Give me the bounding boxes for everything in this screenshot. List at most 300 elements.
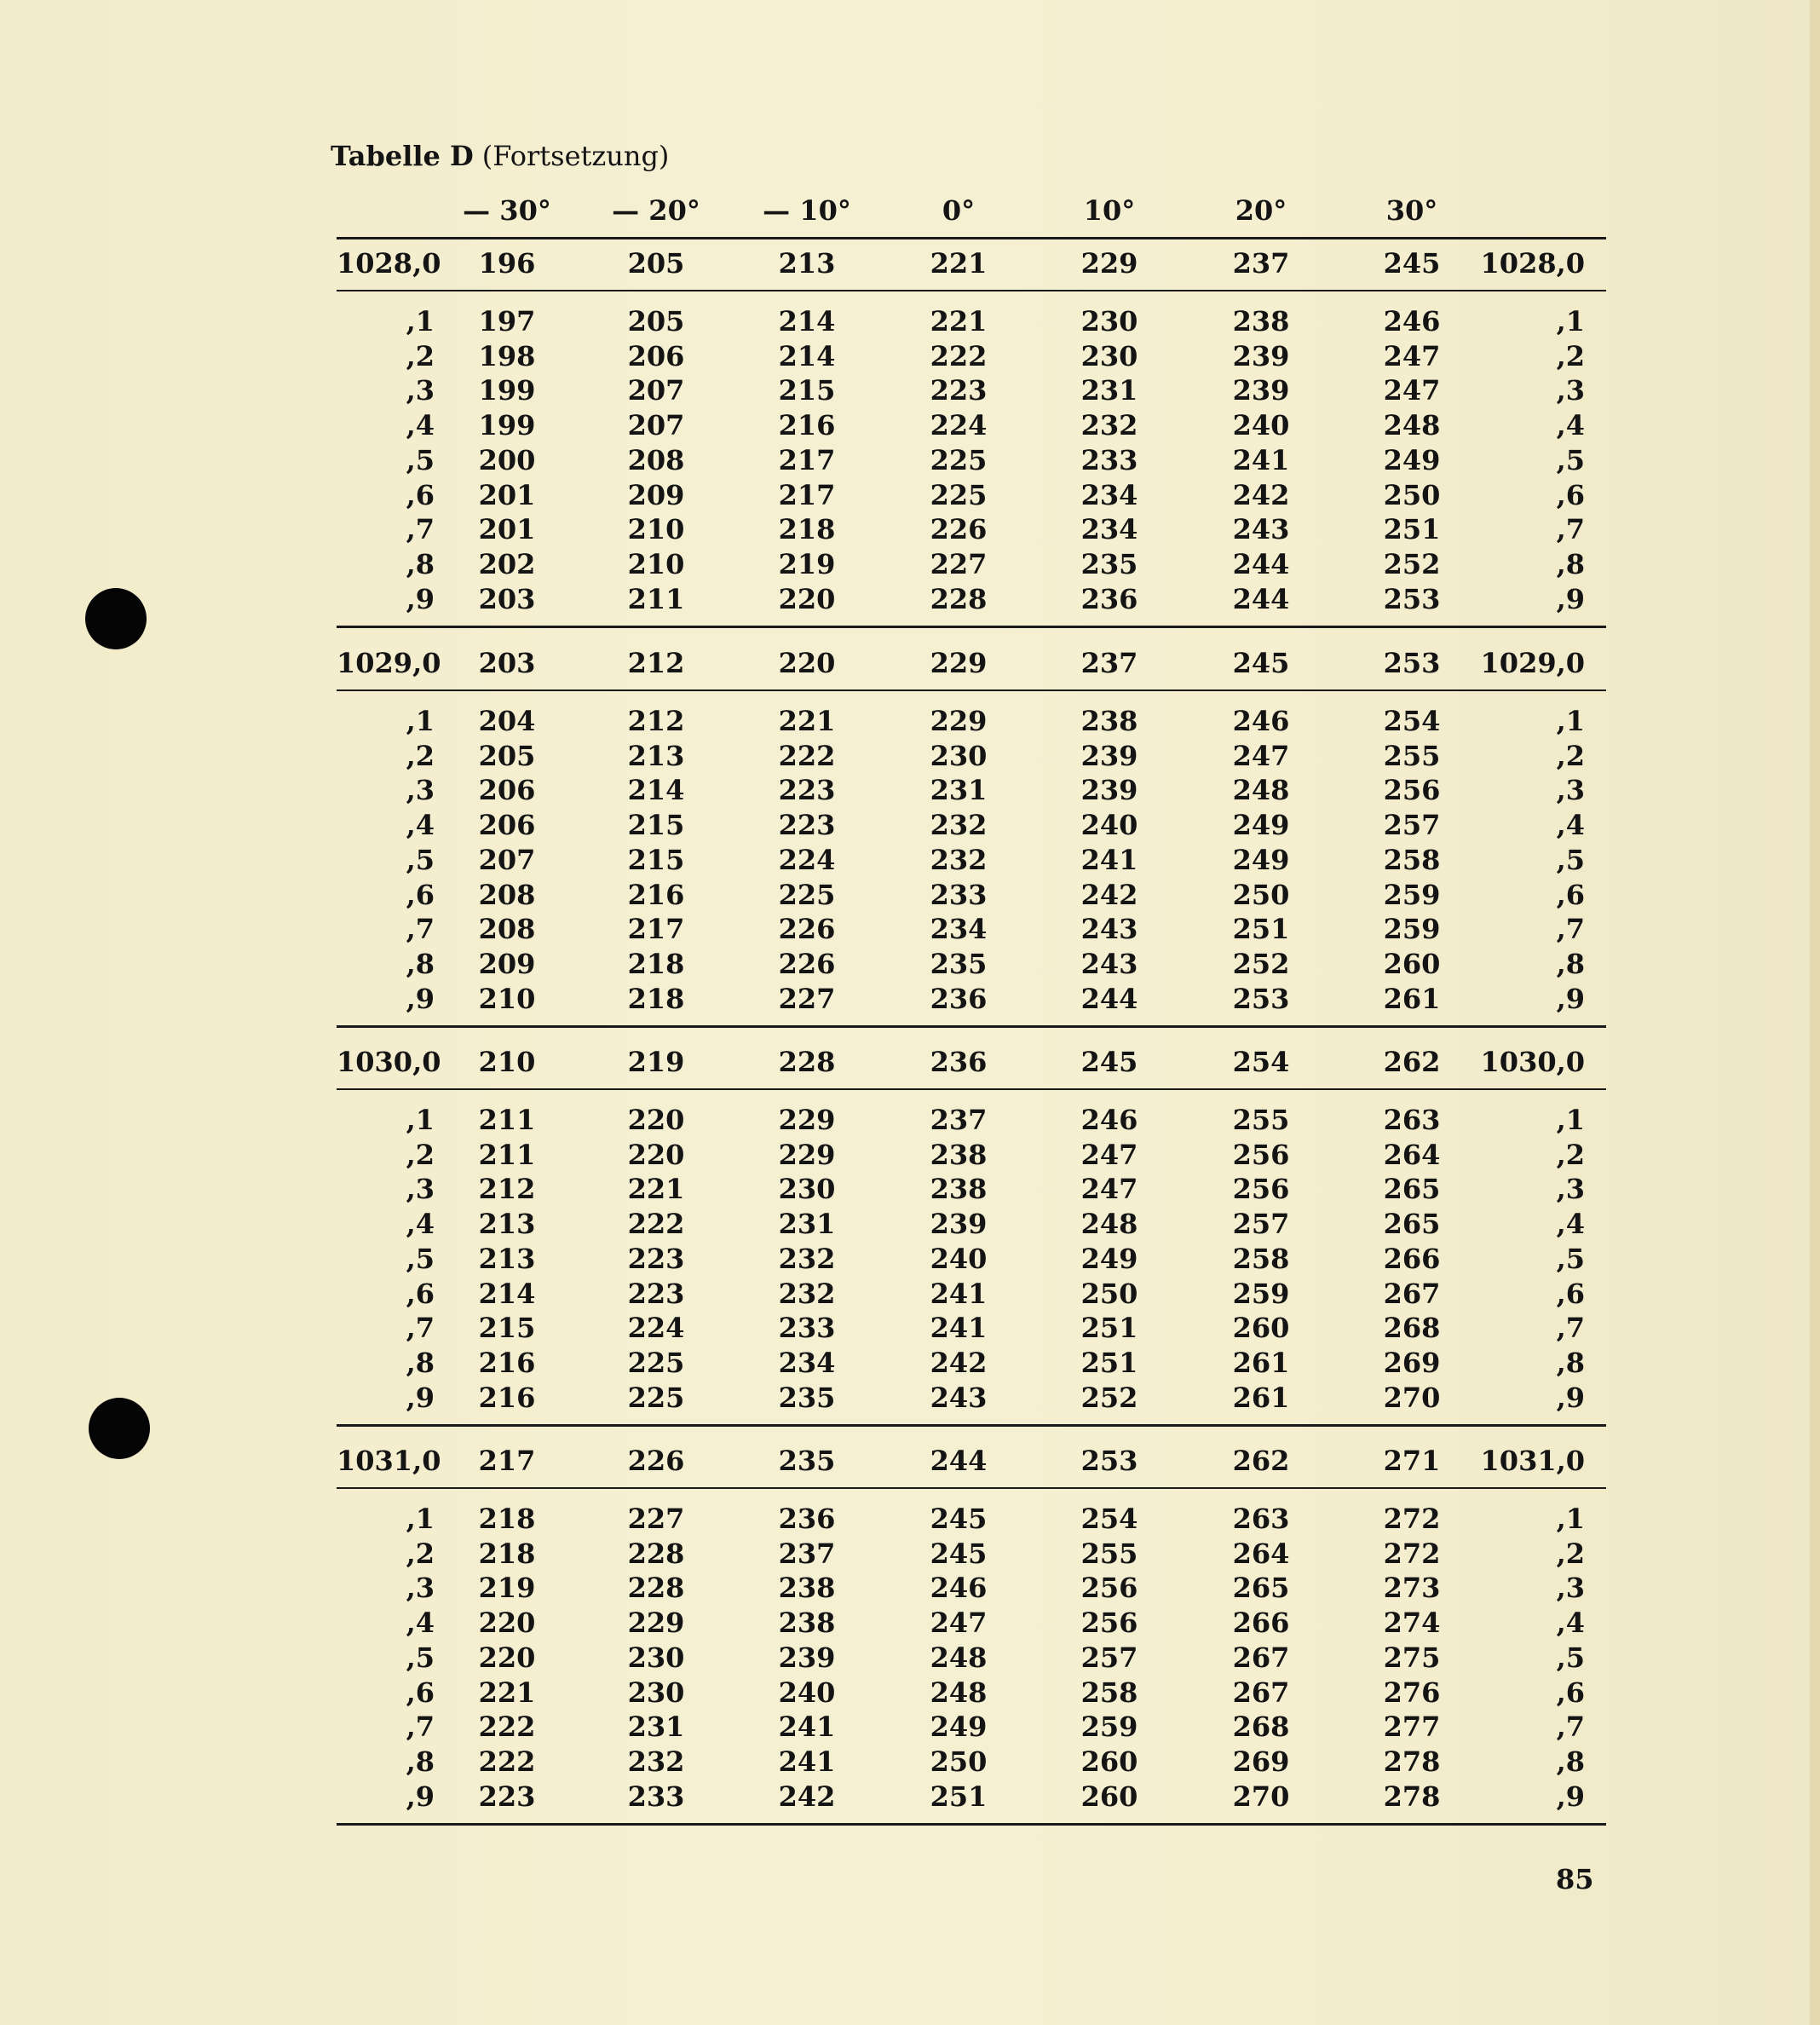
row-label-left: ,6 [406, 878, 435, 911]
table-cell: 262 [1232, 1445, 1290, 1477]
table-cell: 235 [1080, 547, 1138, 580]
table-cell: 259 [1080, 1711, 1138, 1744]
row-label-left: ,7 [406, 513, 435, 546]
row-label-right: 1030,0 [1480, 1046, 1585, 1078]
section-end-rule [337, 1424, 1606, 1427]
table-cell: 223 [930, 374, 988, 407]
table-cell: 209 [627, 478, 685, 511]
table-cell: 215 [778, 374, 836, 407]
row-label-right: ,9 [1556, 582, 1585, 615]
table-cell: 206 [478, 774, 536, 807]
table-cell: 250 [1080, 1277, 1138, 1310]
table-cell: 232 [778, 1242, 836, 1275]
table-cell: 246 [1383, 305, 1441, 338]
table-cell: 255 [1383, 739, 1441, 772]
row-label-left: 1028,0 [337, 247, 441, 280]
table-cell: 256 [1383, 774, 1441, 807]
column-header: — 30° [463, 194, 551, 227]
table-cell: 234 [778, 1346, 836, 1379]
section-end-rule [337, 626, 1606, 628]
table-cell: 212 [627, 705, 685, 737]
table-cell: 228 [627, 1572, 685, 1605]
table-cell: 210 [627, 513, 685, 546]
row-label-right: ,5 [1556, 1242, 1585, 1275]
row-label-left: ,4 [406, 809, 435, 842]
table-cell: 248 [1383, 409, 1441, 442]
row-label-right: ,6 [1556, 1676, 1585, 1709]
table-cell: 268 [1383, 1312, 1441, 1345]
main-row [337, 1445, 1606, 1479]
table-cell: 212 [627, 647, 685, 679]
row-label-right: ,5 [1556, 1641, 1585, 1674]
table-cell: 251 [930, 1780, 988, 1813]
row-label-right: ,6 [1556, 878, 1585, 911]
table-cell: 241 [1080, 843, 1138, 876]
table-row [337, 340, 1606, 374]
table-cell: 230 [930, 739, 988, 772]
table-row [337, 1607, 1606, 1641]
table-cell: 228 [778, 1046, 836, 1078]
table-cell: 220 [478, 1641, 536, 1674]
row-label-right: ,7 [1556, 913, 1585, 946]
table-row [337, 1104, 1606, 1138]
row-label-right: ,9 [1556, 1780, 1585, 1813]
row-label-left: ,9 [406, 1780, 435, 1813]
table-cell: 231 [1080, 374, 1138, 407]
table-cell: 196 [478, 247, 536, 280]
table-cell: 222 [478, 1711, 536, 1744]
column-header: 10° [1083, 194, 1136, 227]
table-cell: 276 [1383, 1676, 1441, 1709]
table-cell: 247 [1383, 374, 1441, 407]
table-cell: 223 [778, 809, 836, 842]
table-cell: 220 [627, 1138, 685, 1171]
table-cell: 239 [1080, 739, 1138, 772]
table-cell: 251 [1232, 913, 1290, 946]
table-cell: 217 [627, 913, 685, 946]
table-row [337, 1139, 1606, 1173]
table-cell: 227 [778, 982, 836, 1015]
table-cell: 232 [627, 1745, 685, 1778]
table-cell: 243 [1080, 947, 1138, 980]
table-cell: 221 [930, 247, 988, 280]
row-label-left: ,3 [406, 1572, 435, 1605]
table-cell: 203 [478, 582, 536, 615]
table-cell: 273 [1383, 1572, 1441, 1605]
row-label-left: ,6 [406, 478, 435, 511]
table-cell: 249 [1232, 843, 1290, 876]
table-cell: 234 [1080, 478, 1138, 511]
table-cell: 231 [930, 774, 988, 807]
table-row [337, 1243, 1606, 1277]
row-label-left: ,5 [406, 1641, 435, 1674]
table-row [337, 1572, 1606, 1606]
table-cell: 223 [478, 1780, 536, 1813]
table-cell: 250 [1383, 478, 1441, 511]
table-cell: 222 [930, 339, 988, 372]
table-cell: 245 [930, 1537, 988, 1570]
row-label-left: ,3 [406, 774, 435, 807]
main-row [337, 1046, 1606, 1080]
table-cell: 211 [478, 1138, 536, 1171]
table-cell: 220 [778, 582, 836, 615]
row-label-right: ,1 [1556, 705, 1585, 737]
table-cell: 267 [1232, 1641, 1290, 1674]
row-label-right: ,2 [1556, 739, 1585, 772]
row-label-right: 1028,0 [1480, 247, 1585, 280]
row-label-right: ,6 [1556, 478, 1585, 511]
table-cell: 208 [627, 443, 685, 476]
table-cell: 215 [627, 843, 685, 876]
table-cell: 199 [478, 374, 536, 407]
table-cell: 220 [478, 1607, 536, 1640]
row-label-left: ,2 [406, 1537, 435, 1570]
main-row [337, 647, 1606, 681]
table-cell: 248 [930, 1641, 988, 1674]
table-cell: 240 [1080, 809, 1138, 842]
table-cell: 218 [478, 1537, 536, 1570]
table-cell: 224 [627, 1312, 685, 1345]
table-cell: 245 [1232, 647, 1290, 679]
table-cell: 274 [1383, 1607, 1441, 1640]
row-label-left: ,2 [406, 739, 435, 772]
table-cell: 213 [478, 1208, 536, 1241]
table-cell: 249 [1080, 1242, 1138, 1275]
table-cell: 277 [1383, 1711, 1441, 1744]
table-cell: 207 [627, 409, 685, 442]
table-cell: 233 [778, 1312, 836, 1345]
row-label-left: ,4 [406, 409, 435, 442]
table-row [337, 1278, 1606, 1312]
table-cell: 240 [930, 1242, 988, 1275]
row-label-left: ,1 [406, 705, 435, 737]
row-label-right: ,5 [1556, 443, 1585, 476]
table-cell: 206 [478, 809, 536, 842]
table-cell: 266 [1383, 1242, 1441, 1275]
table-cell: 245 [1080, 1046, 1138, 1078]
table-cell: 201 [478, 513, 536, 546]
table-cell: 251 [1383, 513, 1441, 546]
table-cell: 209 [478, 947, 536, 980]
table-row [337, 1780, 1606, 1814]
table-cell: 226 [778, 913, 836, 946]
table-cell: 272 [1383, 1537, 1441, 1570]
table-row [337, 1745, 1606, 1780]
table-cell: 259 [1232, 1277, 1290, 1310]
table-cell: 227 [930, 547, 988, 580]
column-header-row [337, 194, 1606, 232]
table-row [337, 1676, 1606, 1711]
table-cell: 255 [1080, 1537, 1138, 1570]
table-cell: 223 [627, 1277, 685, 1310]
column-header: — 10° [763, 194, 851, 227]
table-cell: 241 [778, 1711, 836, 1744]
row-label-right: ,9 [1556, 1381, 1585, 1414]
table-cell: 213 [778, 247, 836, 280]
row-label-right: ,2 [1556, 339, 1585, 372]
table-cell: 229 [1080, 247, 1138, 280]
column-header: — 20° [612, 194, 700, 227]
table-cell: 199 [478, 409, 536, 442]
table-cell: 220 [778, 647, 836, 679]
header-rule [337, 237, 1606, 239]
table-cell: 225 [627, 1346, 685, 1379]
table-cell: 222 [627, 1208, 685, 1241]
table-cell: 202 [478, 547, 536, 580]
table-cell: 271 [1383, 1445, 1441, 1477]
table-cell: 239 [778, 1641, 836, 1674]
table-cell: 219 [627, 1046, 685, 1078]
table-cell: 261 [1232, 1346, 1290, 1379]
row-label-right: ,5 [1556, 843, 1585, 876]
table-cell: 229 [930, 705, 988, 737]
table-cell: 278 [1383, 1780, 1441, 1813]
table-cell: 235 [778, 1381, 836, 1414]
table-cell: 201 [478, 478, 536, 511]
table-cell: 247 [1232, 739, 1290, 772]
table-cell: 200 [478, 443, 536, 476]
row-label-right: ,8 [1556, 1346, 1585, 1379]
table-cell: 254 [1383, 705, 1441, 737]
table-cell: 207 [478, 843, 536, 876]
table-cell: 278 [1383, 1745, 1441, 1778]
table-cell: 235 [778, 1445, 836, 1477]
table-title [331, 140, 669, 172]
table-cell: 245 [930, 1503, 988, 1535]
row-label-left: ,1 [406, 1104, 435, 1136]
row-label-right: ,7 [1556, 1711, 1585, 1744]
table-cell: 218 [478, 1503, 536, 1535]
table-cell: 258 [1080, 1676, 1138, 1709]
table-cell: 242 [1232, 478, 1290, 511]
row-label-right: ,3 [1556, 1173, 1585, 1206]
column-header: 0° [942, 194, 976, 227]
table-row [337, 479, 1606, 513]
table-cell: 229 [778, 1104, 836, 1136]
row-label-left: ,5 [406, 443, 435, 476]
table-cell: 213 [478, 1242, 536, 1275]
table-row [337, 374, 1606, 408]
row-label-left: ,8 [406, 547, 435, 580]
table-cell: 229 [627, 1607, 685, 1640]
row-label-left: ,7 [406, 1711, 435, 1744]
table-cell: 217 [778, 478, 836, 511]
table-cell: 234 [930, 913, 988, 946]
table-cell: 232 [930, 843, 988, 876]
table-cell: 238 [778, 1572, 836, 1605]
table-cell: 256 [1232, 1138, 1290, 1171]
table-cell: 257 [1080, 1641, 1138, 1674]
row-label-right: ,7 [1556, 1312, 1585, 1345]
table-cell: 215 [478, 1312, 536, 1345]
table-cell: 239 [1080, 774, 1138, 807]
row-label-left: ,4 [406, 1607, 435, 1640]
table-cell: 210 [478, 982, 536, 1015]
table-cell: 261 [1383, 982, 1441, 1015]
table-cell: 260 [1080, 1780, 1138, 1813]
table-cell: 246 [1080, 1104, 1138, 1136]
table-cell: 252 [1383, 547, 1441, 580]
table-cell: 231 [778, 1208, 836, 1241]
table-cell: 225 [627, 1381, 685, 1414]
table-row [337, 1503, 1606, 1537]
row-label-left: ,8 [406, 1346, 435, 1379]
table-row [337, 1382, 1606, 1416]
table-cell: 230 [778, 1173, 836, 1206]
row-label-right: ,6 [1556, 1277, 1585, 1310]
table-cell: 237 [1080, 647, 1138, 679]
table-cell: 210 [627, 547, 685, 580]
table-cell: 204 [478, 705, 536, 737]
table-cell: 231 [627, 1711, 685, 1744]
row-label-right: ,4 [1556, 1208, 1585, 1241]
table-cell: 237 [778, 1537, 836, 1570]
table-cell: 247 [930, 1607, 988, 1640]
table-row [337, 305, 1606, 339]
row-label-left: ,7 [406, 1312, 435, 1345]
table-row [337, 1312, 1606, 1346]
table-cell: 221 [478, 1676, 536, 1709]
table-row [337, 548, 1606, 582]
row-label-left: ,9 [406, 582, 435, 615]
table-cell: 256 [1080, 1607, 1138, 1640]
table-cell: 252 [1080, 1381, 1138, 1414]
table-cell: 229 [930, 647, 988, 679]
table-cell: 244 [1080, 982, 1138, 1015]
table-cell: 246 [930, 1572, 988, 1605]
table-cell: 268 [1232, 1711, 1290, 1744]
table-cell: 230 [1080, 339, 1138, 372]
table-cell: 263 [1383, 1104, 1441, 1136]
table-cell: 218 [627, 947, 685, 980]
table-cell: 225 [930, 443, 988, 476]
table-cell: 230 [1080, 305, 1138, 338]
table-cell: 270 [1232, 1780, 1290, 1813]
row-label-left: ,1 [406, 1503, 435, 1535]
table-cell: 216 [778, 409, 836, 442]
table-cell: 234 [1080, 513, 1138, 546]
table-cell: 275 [1383, 1641, 1441, 1674]
table-cell: 222 [478, 1745, 536, 1778]
row-label-left: ,8 [406, 947, 435, 980]
table-cell: 255 [1232, 1104, 1290, 1136]
table-cell: 216 [478, 1346, 536, 1379]
row-label-right: ,4 [1556, 809, 1585, 842]
table-cell: 226 [930, 513, 988, 546]
row-label-left: 1029,0 [337, 647, 441, 679]
table-cell: 249 [930, 1711, 988, 1744]
row-label-right: ,3 [1556, 1572, 1585, 1605]
table-cell: 251 [1080, 1312, 1138, 1345]
table-cell: 213 [627, 739, 685, 772]
table-cell: 236 [930, 982, 988, 1015]
table-cell: 230 [627, 1641, 685, 1674]
table-cell: 242 [1080, 878, 1138, 911]
table-cell: 239 [1232, 374, 1290, 407]
row-label-left: ,3 [406, 374, 435, 407]
title-subtitle: (Fortsetzung) [481, 140, 670, 172]
table-cell: 232 [930, 809, 988, 842]
table-cell: 265 [1383, 1208, 1441, 1241]
row-label-right: ,4 [1556, 1607, 1585, 1640]
table-cell: 254 [1080, 1503, 1138, 1535]
table-cell: 272 [1383, 1503, 1441, 1535]
row-label-right: ,1 [1556, 305, 1585, 338]
row-label-left: 1030,0 [337, 1046, 441, 1078]
section-rule [337, 1088, 1606, 1090]
table-cell: 237 [930, 1104, 988, 1136]
table-cell: 223 [778, 774, 836, 807]
table-cell: 220 [627, 1104, 685, 1136]
table-cell: 251 [1080, 1346, 1138, 1379]
table-cell: 253 [1080, 1445, 1138, 1477]
table-cell: 256 [1232, 1173, 1290, 1206]
table-cell: 225 [778, 878, 836, 911]
table-cell: 258 [1383, 843, 1441, 876]
table-cell: 226 [627, 1445, 685, 1477]
table-cell: 264 [1383, 1138, 1441, 1171]
row-label-right: ,2 [1556, 1537, 1585, 1570]
table-cell: 242 [930, 1346, 988, 1379]
table-cell: 214 [778, 305, 836, 338]
table-row [337, 809, 1606, 843]
table-cell: 270 [1383, 1381, 1441, 1414]
row-label-left: ,2 [406, 1138, 435, 1171]
table-cell: 248 [930, 1676, 988, 1709]
row-label-right: ,8 [1556, 1745, 1585, 1778]
table-cell: 205 [627, 247, 685, 280]
table-row [337, 583, 1606, 617]
table-cell: 243 [1232, 513, 1290, 546]
table-row [337, 1711, 1606, 1745]
table-row [337, 844, 1606, 878]
table-cell: 225 [930, 478, 988, 511]
row-label-right: ,2 [1556, 1138, 1585, 1171]
table-cell: 238 [1232, 305, 1290, 338]
table-row [337, 1641, 1606, 1676]
table-cell: 260 [1080, 1745, 1138, 1778]
table-cell: 247 [1080, 1138, 1138, 1171]
row-label-right: ,8 [1556, 547, 1585, 580]
row-label-right: ,1 [1556, 1503, 1585, 1535]
row-label-left: ,9 [406, 982, 435, 1015]
table-cell: 218 [627, 982, 685, 1015]
table-cell: 236 [778, 1503, 836, 1535]
table-cell: 241 [1232, 443, 1290, 476]
table-cell: 226 [778, 947, 836, 980]
page-number: 85 [1556, 1863, 1594, 1895]
table-cell: 210 [478, 1046, 536, 1078]
table-cell: 248 [1080, 1208, 1138, 1241]
row-label-right: ,3 [1556, 774, 1585, 807]
table-row [337, 1538, 1606, 1572]
table-cell: 233 [627, 1780, 685, 1813]
table-cell: 214 [627, 774, 685, 807]
table-cell: 257 [1383, 809, 1441, 842]
table-cell: 214 [778, 339, 836, 372]
table-cell: 261 [1232, 1381, 1290, 1414]
table-cell: 215 [627, 809, 685, 842]
table-cell: 218 [778, 513, 836, 546]
section-rule [337, 689, 1606, 691]
table-cell: 256 [1080, 1572, 1138, 1605]
table-row [337, 1173, 1606, 1207]
table-row [337, 409, 1606, 443]
row-label-right: ,4 [1556, 409, 1585, 442]
table-cell: 248 [1232, 774, 1290, 807]
table-cell: 228 [930, 582, 988, 615]
table-cell: 237 [1232, 247, 1290, 280]
